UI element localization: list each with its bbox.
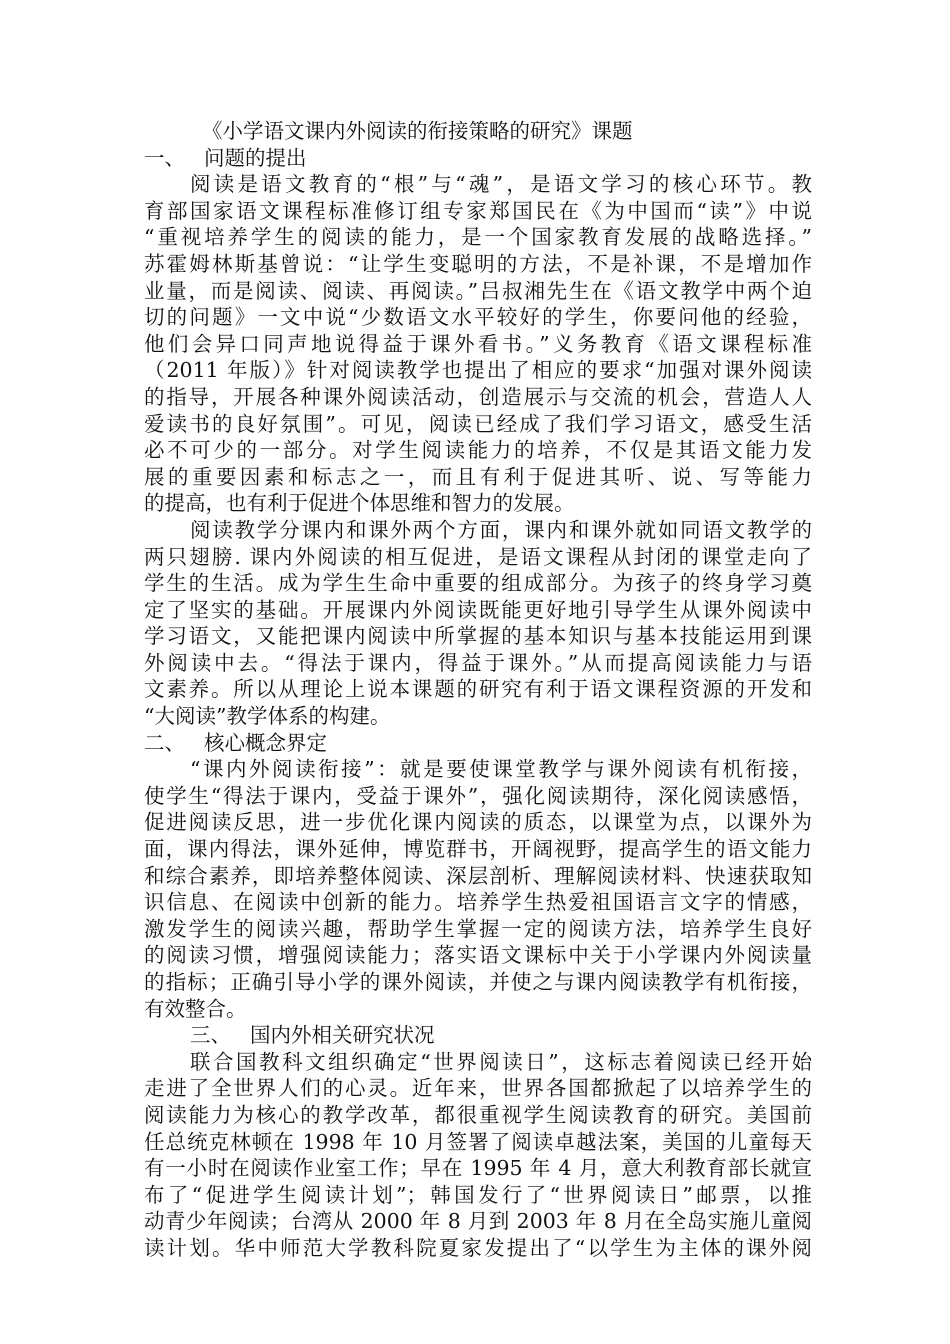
- text-line: 文素养。所以从理论上说本课题的研究有利于语文课程资源的开发和: [144, 677, 812, 702]
- text-line: 阅读能力为核心的教学改革，都很重视学生阅读教育的研究。美国前: [144, 1102, 812, 1127]
- text-line: 的指标；正确引导小学的课外阅读，并使之与课内阅读教学有机衔接，: [144, 970, 812, 994]
- text-line: 定了坚实的基础。开展课内外阅读既能更好地引导学生从课外阅读中: [144, 597, 812, 622]
- text-line: （2011 年版）》针对阅读教学也提出了相应的要求“加强对课外阅读: [144, 358, 812, 383]
- text-line: 的提高，也有利于促进个体思维和智力的发展。: [144, 491, 575, 516]
- text-line: 育部国家语文课程标准修订组专家郑国民在《为中国而“读”》中说: [144, 198, 812, 223]
- section-heading-text: 国内外相关研究状况: [250, 1023, 435, 1048]
- document-title: 《小学语文课内外阅读的衔接策略的研究》课题: [202, 119, 633, 143]
- text-line: 的指导，开展各种课外阅读活动，创造展示与交流的机会，营造人人: [144, 384, 812, 409]
- paragraph: [144, 756, 812, 1022]
- section-heading-3: [144, 1022, 812, 1049]
- text-line: 展的重要因素和标志之一，而且有利于促进其听、说、写等能力: [144, 464, 812, 489]
- text-line: 有一小时在阅读作业室工作；早在 1995 年 4 月，意大利教育部长就宣: [144, 1156, 812, 1181]
- text-line: 识信息、在阅读中创新的能力。培养学生热爱祖国语言文字的情感，: [144, 890, 812, 915]
- text-line: 他们会异口同声地说得益于课外看书。”义务教育《语文课程标准: [144, 331, 812, 356]
- section-heading-text: 核心概念界定: [204, 730, 327, 755]
- text-line: 阅读是语文教育的“根”与“魂”，是语文学习的核心环节。教: [190, 172, 812, 197]
- section-number: 三、: [190, 1023, 231, 1048]
- text-line: 走进了全世界人们的心灵。近年来，世界各国都掀起了以培养学生的: [144, 1076, 812, 1101]
- text-line: 学习语文，又能把课内阅读中所掌握的基本知识与基本技能运用到课: [144, 624, 812, 649]
- section-number: 一、: [144, 145, 185, 170]
- text-line: 两只翅膀. 课内外阅读的相互促进，是语文课程从封闭的课堂走向了: [144, 544, 812, 569]
- text-line: 和综合素养，即培养整体阅读、深层剖析、理解阅读材料、快速获取知: [144, 863, 812, 888]
- text-line: 必不可少的一部分。对学生阅读能力的培养，不仅是其语文能力发: [144, 438, 812, 463]
- text-line: 阅读教学分课内和课外两个方面，课内和课外就如同语文教学的: [190, 517, 812, 542]
- text-line: 学生的生活。成为学生生命中重要的组成部分。为孩子的终身学习奠: [144, 571, 812, 596]
- section-heading-1: [144, 145, 812, 172]
- text-line: 联合国教科文组织确定“世界阅读日”，这标志着阅读已经开始: [190, 1049, 812, 1074]
- text-line: “大阅读”教学体系的构建。: [144, 704, 391, 729]
- text-line: “课内外阅读衔接”：就是要使课堂教学与课外阅读有机衔接，: [190, 757, 812, 782]
- section-heading-2: [144, 730, 812, 757]
- text-line: 布了“促进学生阅读计划”；韩国发行了“世界阅读日”邮票，以推: [144, 1182, 812, 1207]
- text-line: 读计划。华中师范大学教科院夏家发提出了“以学生为主体的课外阅: [144, 1235, 812, 1260]
- paragraph: [144, 517, 812, 730]
- document-page: [144, 118, 812, 1262]
- text-line: 业量，而是阅读、阅读、再阅读。”吕叔湘先生在《语文教学中两个迫: [144, 278, 812, 303]
- text-line: 任总统克林顿在 1998 年 10 月签署了阅读卓越法案，美国的儿童每天: [144, 1129, 812, 1154]
- text-line: 爱读书的良好氛围”。可见，阅读已经成了我们学习语文，感受生活: [144, 411, 812, 436]
- section-number: 二、: [144, 730, 185, 755]
- text-line: 面，课内得法，课外延伸，博览群书，开阔视野，提高学生的语文能力: [144, 837, 812, 862]
- text-line: 激发学生的阅读兴趣，帮助学生掌握一定的阅读方法，培养学生良好: [144, 916, 812, 941]
- text-line: “重视培养学生的阅读的能力，是一个国家教育发展的战略选择。”: [144, 225, 812, 250]
- text-line: 切的问题》一文中说“少数语文水平较好的学生，你要问他的经验，: [144, 305, 812, 330]
- text-line: 有效整合。: [144, 996, 247, 1021]
- paragraph: [144, 1049, 812, 1262]
- text-line: 使学生“得法于课内，受益于课外”，强化阅读期待，深化阅读感悟，: [144, 783, 812, 808]
- section-heading-text: 问题的提出: [204, 145, 307, 170]
- text-line: 的阅读习惯，增强阅读能力；落实语文课标中关于小学课内外阅读量: [144, 943, 812, 968]
- text-line: 促进阅读反思，进一步优化课内阅读的质态，以课堂为点，以课外为: [144, 810, 812, 835]
- text-line: 动青少年阅读；台湾从 2000 年 8 月到 2003 年 8 月在全岛实施儿童阅: [144, 1209, 812, 1234]
- text-line: 苏霍姆林斯基曾说：“让学生变聪明的方法，不是补课，不是增加作: [144, 251, 812, 276]
- text-line: 外阅读中去。“得法于课内，得益于课外。”从而提高阅读能力与语: [144, 650, 812, 675]
- paragraph: [144, 171, 812, 517]
